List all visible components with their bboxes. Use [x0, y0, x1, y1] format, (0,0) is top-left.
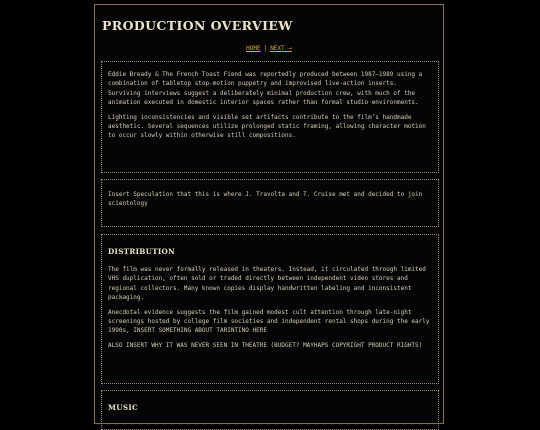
speculation-text: Insert Speculation that this is where J. Travolta and T. Cruise met and decided to join scientology	[108, 191, 423, 208]
music-section	[101, 390, 439, 430]
distribution-heading: DISTRIBUTION	[108, 247, 175, 256]
distribution-paragraph: The film was never formally released in theaters. Instead, it circulated through limited VHS duplication, often sold or traded directly between independent video stores and regional collectors. Many known copies display handwritten labeling and inconsistent packaging.	[108, 266, 426, 302]
next-link[interactable]: NEXT →	[270, 45, 292, 52]
distribution-section	[101, 234, 439, 384]
speculation-section	[101, 179, 439, 227]
distribution-paragraph: Anecdotal evidence suggests the film gained modest cult attention through late-night screenings hosted by college film societies and independent rental shops during the early 1990s, INSERT SOMETHING ABOUT TARINTINO HERE	[108, 308, 430, 335]
home-link[interactable]: HOME	[246, 45, 261, 52]
overview-paragraph: Lighting inconsistencies and visible set artifacts contribute to the film’s handmade aesthetic. Several sequences utilize prolonged static framing, allowing character motion to occur slowly within otherwise still compositions.	[108, 113, 426, 140]
page-title: PRODUCTION OVERVIEW	[102, 18, 293, 33]
page-frame	[94, 4, 444, 424]
distribution-paragraph: ALSO INSERT WHY IT WAS NEVER SEEN IN THEATRE (BUDGET? MAYHAPS COPYRIGHT PRODUCT RIGHTS)	[108, 341, 423, 349]
nav-separator: |	[263, 45, 268, 52]
overview-section	[101, 61, 439, 173]
nav-bar	[95, 45, 443, 52]
music-heading: MUSIC	[108, 403, 138, 412]
overview-paragraph: Eddie Bready & The French Toast Fiend was reportedly produced between 1987–1989 using a combination of tabletop stop-motion puppetry and improvised live-action inserts. Surviving interviews suggest a deliberately minimal production crew, with much of the animation executed in domestic interior spaces rather than formal studio environments.	[108, 71, 423, 107]
